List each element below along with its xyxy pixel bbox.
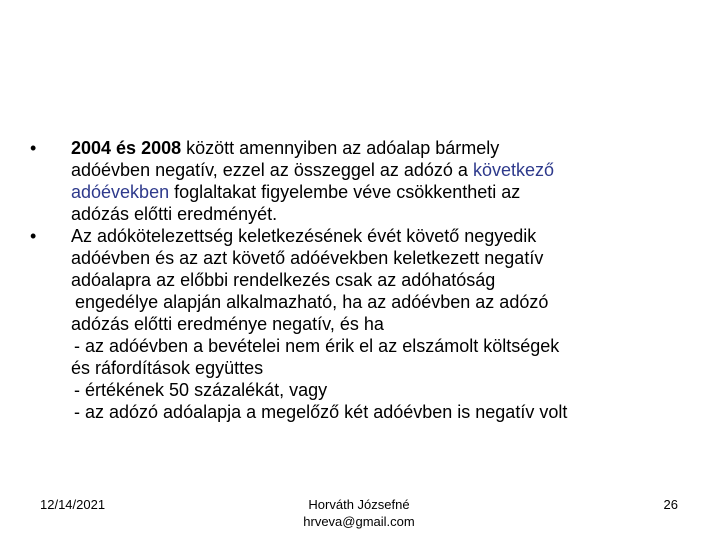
text-line: adóalapra az előbbi rendelkezés csak az adóhatóság [71,270,496,290]
text-line: és ráfordítások együttes [71,358,264,378]
bullet-item [30,137,700,225]
text-line: - az adóévben a bevételei nem érik el az elszámolt költségek [74,336,560,356]
footer-date: 12/14/2021 [40,497,106,512]
footer-author [284,496,434,530]
text-line: adózás előtti eredményét. [71,204,278,224]
text-line: adózás előtti eredménye negatív, és ha [71,314,384,334]
text-line: engedélye alapján alkalmazható, ha az adóévben az adózó [75,292,549,312]
slide-body [30,137,700,423]
author-name: Horváth Józsefné [308,497,410,512]
text-line: - értékének 50 százalékát, vagy [74,380,328,400]
highlighted-term: következő [472,160,554,180]
text-line: adóévekben foglaltakat figyelembe véve csökkentheti az [71,182,521,202]
author-email: hrveva@gmail.com [303,514,415,529]
text-line: 2004 és 2008 között amennyiben az adóalap bármely [71,138,500,158]
highlighted-term: adóévekben [71,182,170,202]
bullet-item [30,225,700,423]
text-line: adóévben és az azt követő adóévekben keletkezett negatív [71,248,544,268]
text-line: - az adózó adóalapja a megelőző két adóévben is negatív volt [74,402,568,422]
page-number: 26 [663,497,678,512]
text-line: adóévben negatív, ezzel az összeggel az adózó a következő [71,160,554,180]
bullet-icon: • [30,138,37,158]
bullet-icon: • [30,226,37,246]
bold-years: 2004 és 2008 [71,138,182,158]
text-line: Az adókötelezettség keletkezésének évét követő negyedik [71,226,537,246]
